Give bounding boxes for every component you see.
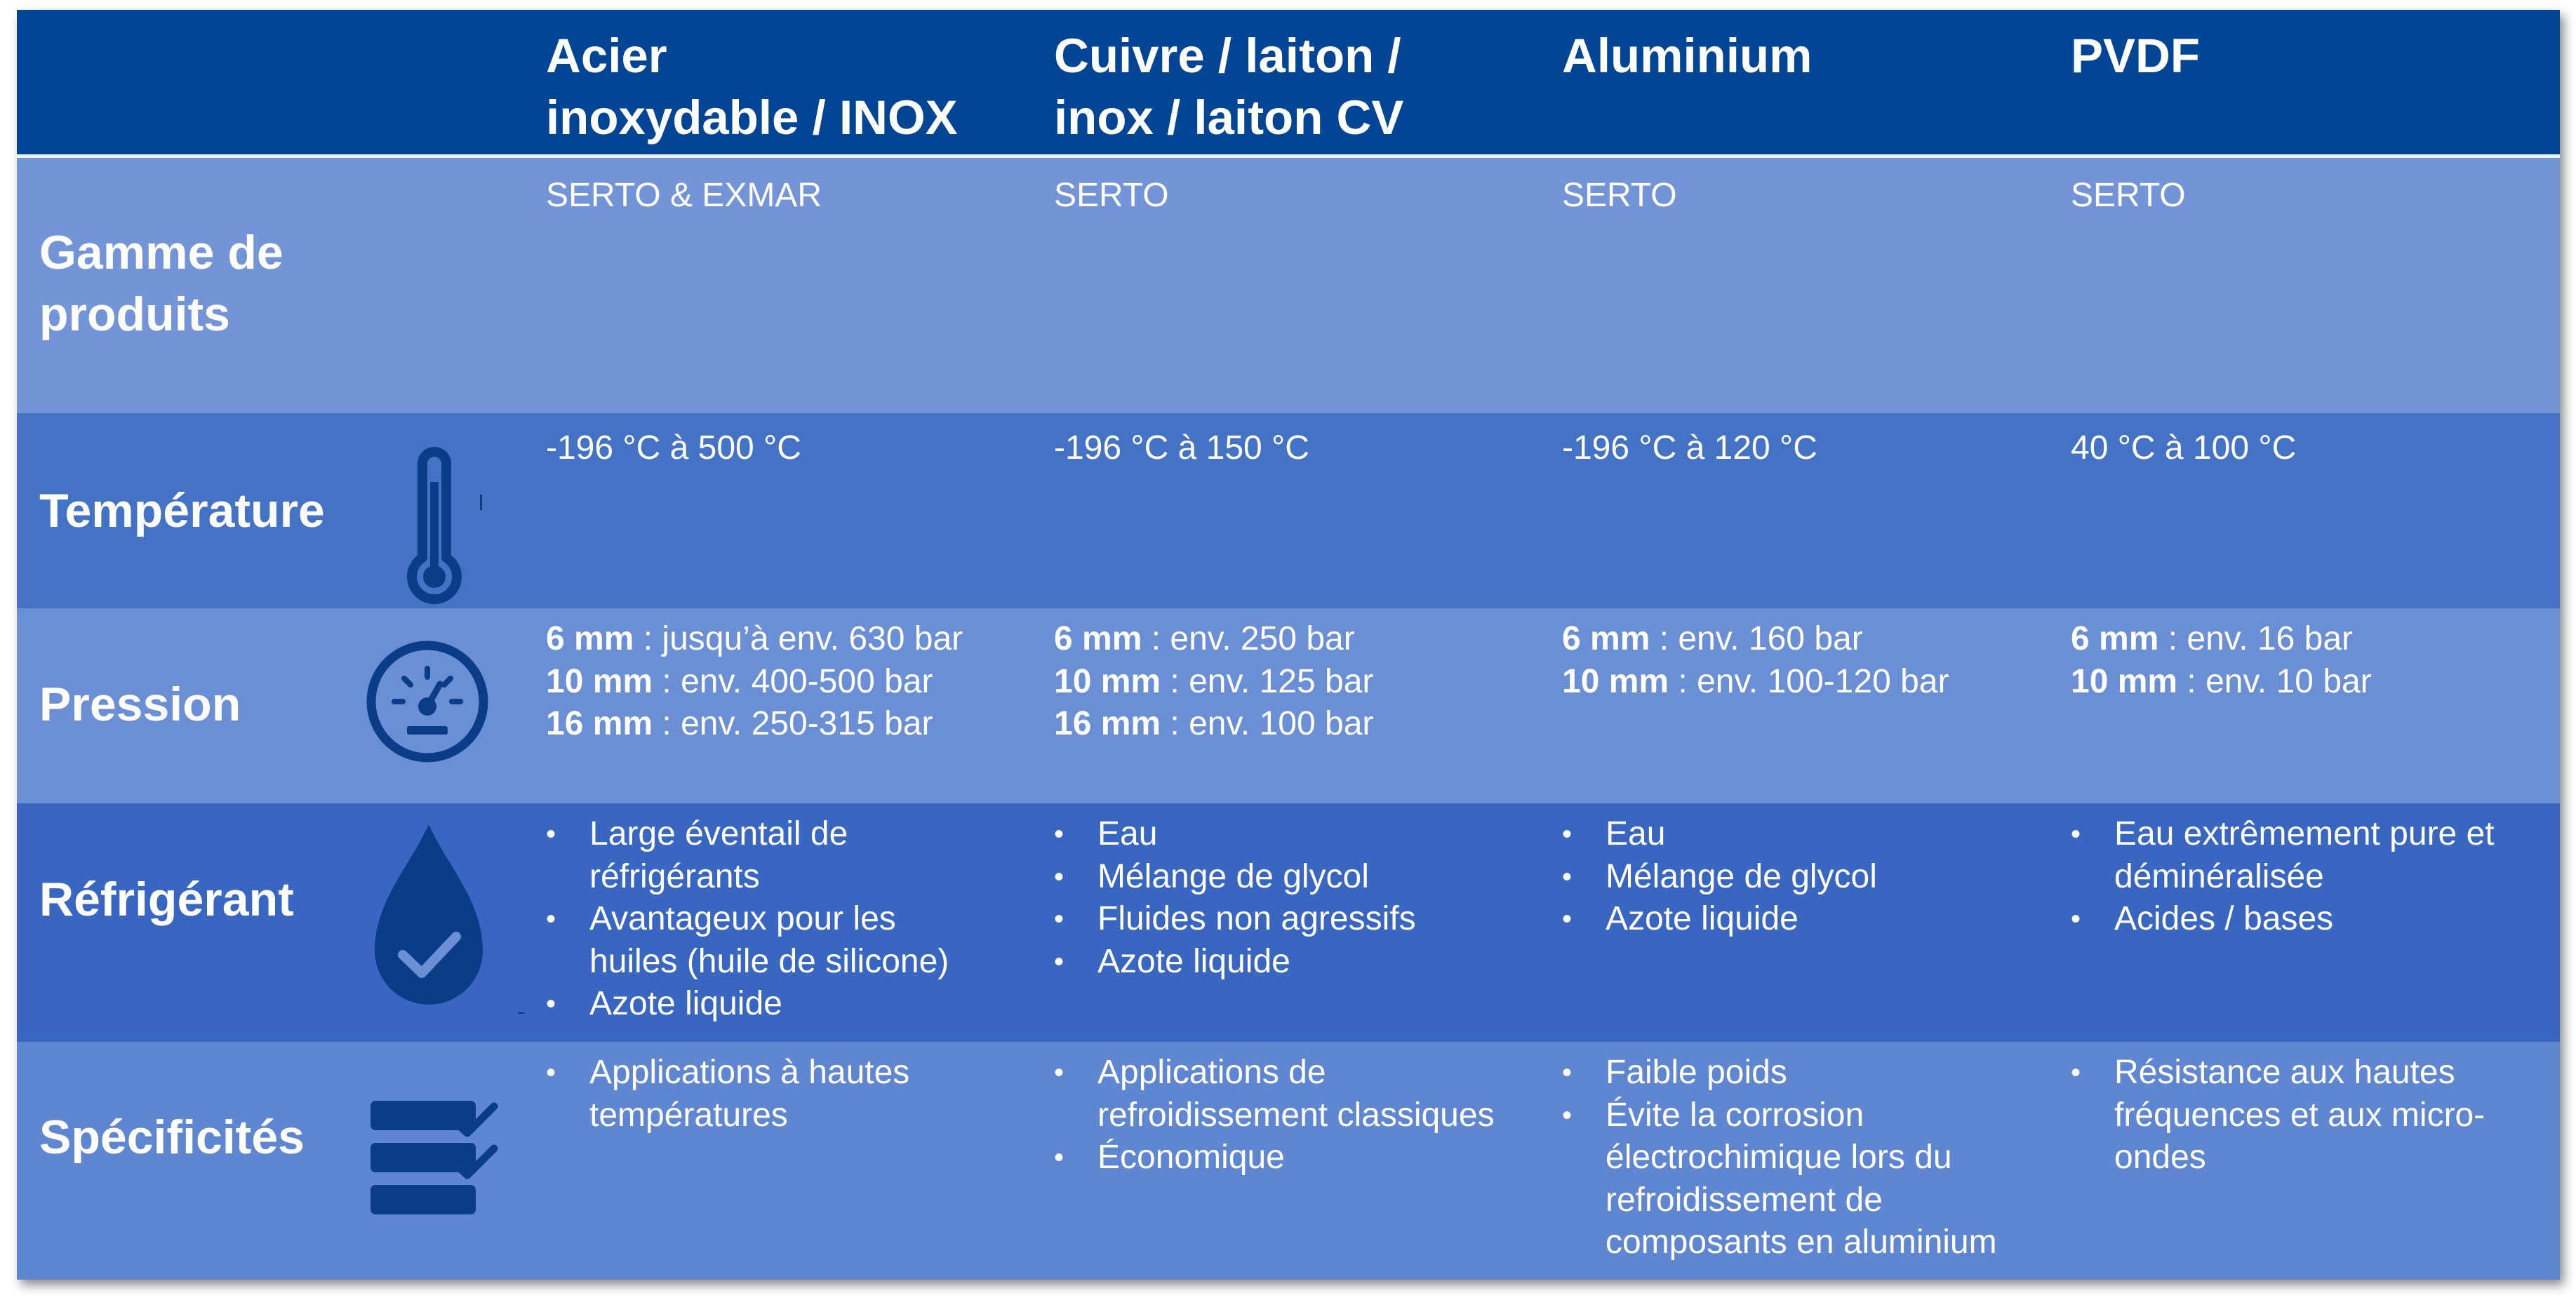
list-item-line: • Azote liquide [1097,942,1290,980]
list-item-line: • Eau [1097,815,1158,852]
bullet-list [2071,813,2495,941]
list-item-line: • Fluides non agressifs [1097,900,1416,937]
temperature-cell-2: -196 °C à 150 °C [1054,429,1309,467]
pressure-size: 6 mm [1562,620,1650,657]
pression-cell-2 [1054,618,1373,746]
pressure-value: : env. 125 bar [1161,662,1374,700]
list-item [1562,898,1877,941]
row-label-refrigerant: Réfrigérant [39,873,294,926]
specificites-cell-3 [1562,1052,1997,1264]
checklist-icon [363,1095,504,1221]
temperature-cell-4: 40 °C à 100 °C [2071,429,2297,467]
list-item-line: réfrigérants [589,857,760,895]
list-item-line: refroidissement de [1606,1181,1883,1219]
pressure-line [1054,703,1373,746]
pressure-value: : env. 400-500 bar [653,662,933,700]
bullet-list [1054,813,1416,983]
list-item-line: déminéralisée [2114,857,2324,895]
bullet-list [1562,813,1877,941]
list-item-line: • Mélange de glycol [1097,857,1369,895]
row-pression [17,608,2560,803]
list-item [2071,1052,2485,1179]
list-item [546,1052,909,1137]
pressure-value: : env. 250 bar [1142,620,1355,657]
list-item [1562,813,1877,856]
list-item [1054,856,1416,899]
row-label-specificites: Spécificités [39,1111,305,1164]
list-item [1054,813,1416,856]
pressure-line [546,618,963,661]
specificites-cell-1 [546,1052,909,1137]
pressure-value: : env. 160 bar [1650,620,1863,657]
pressure-value: : env. 100 bar [1161,705,1374,742]
list-item-line: électrochimique lors du [1606,1139,1952,1176]
gamme-cell-3: SERTO [1562,177,1677,214]
water-drop-check-icon [361,817,529,1028]
materials-table [17,10,2560,1280]
pressure-size: 6 mm [2071,620,2159,657]
pression-cell-4 [2071,618,2372,703]
list-item-line: températures [589,1096,788,1134]
list-item [546,898,949,983]
pressure-value: : env. 10 bar [2177,662,2372,700]
column-header-pvdf: PVDF [2071,29,2201,83]
row-temperature [17,413,2560,608]
list-item [1054,898,1416,941]
header-row [17,10,2560,154]
refrigerant-cell-4 [2071,813,2495,941]
pressure-value: : env. 16 bar [2158,620,2353,657]
list-item-line: refroidissement classiques [1097,1096,1495,1134]
list-item-line: • Faible poids [1606,1054,1787,1091]
refrigerant-cell-3 [1562,813,1877,941]
list-item-line: huiles (huile de silicone) [589,942,949,980]
row-label-temperature: Température [39,484,325,537]
list-item-line: • Eau [1606,815,1666,852]
list-item [546,983,949,1026]
pressure-line [546,703,963,746]
row-refrigerant [17,803,2560,1042]
gauge-icon [362,636,493,767]
list-item [1054,1052,1495,1137]
refrigerant-cell-1 [546,813,949,1026]
temperature-cell-1: -196 °C à 500 °C [546,429,801,467]
pressure-size: 10 mm [1054,662,1161,700]
temperature-cell-3: -196 °C à 120 °C [1562,429,1817,467]
pressure-size: 10 mm [546,662,653,700]
gamme-cell-4: SERTO [2071,177,2186,214]
list-item [1054,1137,1495,1179]
pressure-size: 10 mm [1562,662,1669,700]
list-item-line: • Mélange de glycol [1606,857,1877,895]
row-label-gamme: Gamme de produits [39,226,283,341]
bullet-list [1054,1052,1495,1179]
list-item-line: • Azote liquide [1606,900,1798,937]
bullet-list [546,813,949,1026]
bullet-list [2071,1052,2485,1179]
list-item-line: • Acides / bases [2114,900,2334,937]
row-label-pression: Pression [39,678,241,731]
list-item [546,813,949,898]
list-item [1054,941,1416,984]
pressure-line [2071,661,2372,704]
gamme-cell-2: SERTO [1054,177,1169,214]
refrigerant-cell-2 [1054,813,1416,983]
row-gamme [17,158,2560,413]
pressure-line [1562,661,1949,704]
pressure-line [546,661,963,704]
list-item-line: fréquences et aux micro- [2114,1096,2485,1134]
pressure-line [2071,618,2372,661]
pressure-size: 16 mm [1054,705,1161,742]
list-item [1562,856,1877,899]
pressure-size: 6 mm [1054,620,1142,657]
pressure-size: 10 mm [2071,662,2178,700]
pressure-size: 6 mm [546,620,634,657]
bullet-list [1562,1052,1997,1264]
pressure-value: : jusqu’à env. 630 bar [634,620,963,657]
list-item [2071,898,2495,941]
pressure-line [1562,618,1949,661]
pressure-value: : env. 250-315 bar [653,705,933,742]
column-header-aluminium: Aluminium [1562,29,1813,83]
list-item-line: • Avantageux pour les [589,900,896,937]
pressure-value: : env. 100-120 bar [1669,662,1949,700]
row-specificites [17,1042,2560,1280]
list-item [1562,1052,1997,1094]
list-item-line: • Résistance aux hautes [2114,1054,2455,1091]
pressure-line [1054,618,1373,661]
bullet-list [546,1052,909,1137]
list-item-line: • Large éventail de [589,815,848,852]
list-item-line: • Économique [1097,1139,1285,1176]
pression-cell-1 [546,618,963,746]
list-item-line: • Applications de [1097,1054,1326,1091]
list-item-line: • Évite la corrosion [1606,1096,1864,1134]
list-item [1562,1094,1997,1264]
list-item-line: • Eau extrêmement pure et [2114,815,2495,852]
pression-cell-3 [1562,618,1949,703]
list-item-line: composants en aluminium [1606,1224,1997,1261]
column-header-stainless: Acier inoxydable / INOX [546,29,958,145]
list-item-line: ondes [2114,1139,2206,1176]
list-item-line: • Azote liquide [589,985,782,1022]
thermometer-icon [382,440,487,608]
list-item [2071,813,2495,898]
specificites-cell-4 [2071,1052,2485,1179]
pressure-size: 16 mm [546,705,653,742]
specificites-cell-2 [1054,1052,1495,1179]
gamme-cell-1: SERTO & EXMAR [546,177,822,214]
column-header-copper: Cuivre / laiton / inox / laiton CV [1054,29,1404,145]
list-item-line: • Applications à hautes [589,1054,910,1091]
pressure-line [1054,661,1373,704]
